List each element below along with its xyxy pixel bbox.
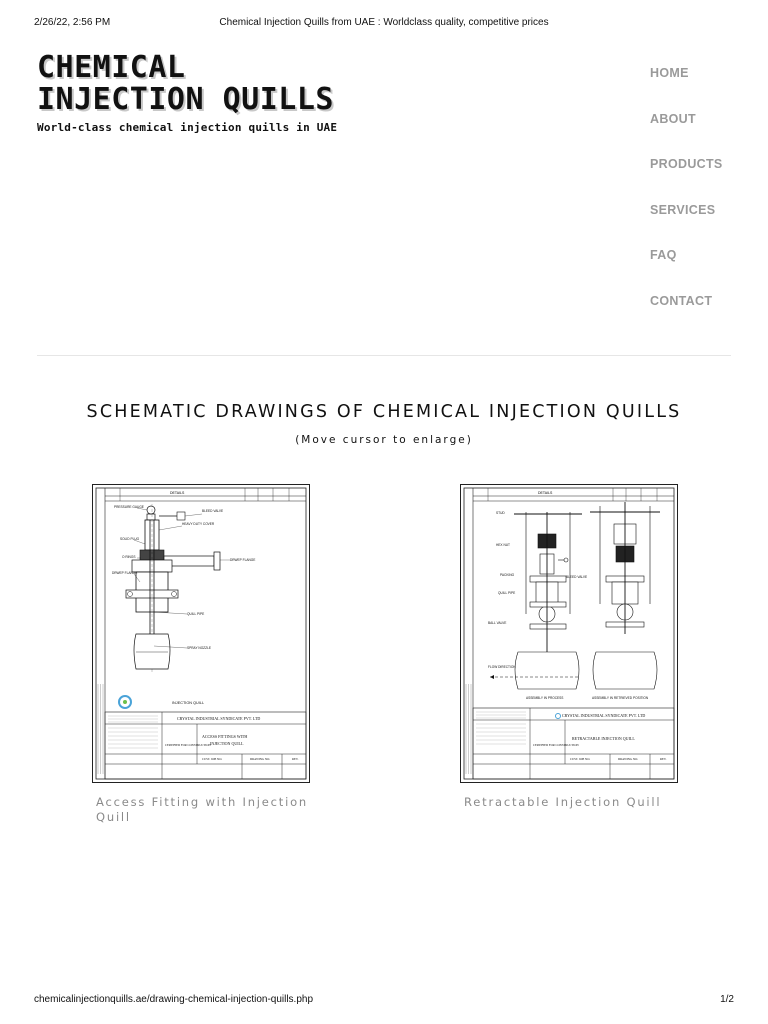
print-footer: [0, 994, 768, 1008]
label-packing: PACKING: [500, 573, 515, 577]
label-bleed-valve: BLEED VALVE: [566, 575, 588, 579]
title-block-manufacturer: CRYSTAL INDUSTRIAL SYNDICATE PVT. LTD: [177, 716, 261, 721]
caption-retractable-quill[interactable]: Retractable Injection Quill: [464, 795, 662, 809]
drawing-header-details: DETAILS: [538, 491, 553, 495]
brand-title-line2: INJECTION QUILLS: [37, 82, 334, 117]
drawing-retractable-quill[interactable]: [460, 484, 678, 783]
label-spray-nozzle: SPRAY NOZZLE: [187, 646, 211, 650]
print-page-title: Chemical Injection Quills from UAE : Worldclass quality, competitive prices: [219, 17, 549, 28]
label-o-rings: O RINGS: [122, 555, 136, 559]
brand-tagline: World-class chemical injection quills in UAE: [37, 121, 338, 134]
title-block-title-line1: RETRACTABLE INJECTION QUILL: [572, 736, 635, 741]
nav-contact-link[interactable]: CONTACT: [650, 293, 713, 308]
brand-title: [37, 52, 337, 116]
label-solid-plug: SOLID PLUG: [120, 537, 140, 541]
title-block-title-line2: INJECTION QUILL: [210, 741, 244, 746]
drawing-access-fitting[interactable]: [92, 484, 310, 783]
title-block-job-no: CUST. JOB NO.: [202, 757, 223, 761]
print-datetime: 2/26/22, 2:56 PM: [34, 17, 111, 28]
nav-about-link[interactable]: ABOUT: [650, 111, 696, 126]
nav-faq-link[interactable]: FAQ: [650, 248, 677, 263]
label-pressure-gauge: PRESSURE GAUGE: [114, 505, 144, 509]
label-flow-direction: FLOW DIRECTION: [488, 665, 516, 669]
title-block-rev: REV.: [660, 757, 667, 761]
title-block-title-line1: ACCESS FITTINGS WITH: [202, 734, 248, 739]
section-subtitle: (Move cursor to enlarge): [295, 434, 473, 446]
gallery-item-retractable-quill[interactable]: [460, 484, 678, 810]
print-header: [0, 17, 768, 31]
title-block-status: CERTIFIED FOR CONSTRUCTION: [165, 743, 211, 747]
nav-home-link[interactable]: HOME: [650, 66, 689, 80]
title-block-status: CERTIFIED FOR CONSTRUCTION: [533, 743, 579, 747]
view-label-in-process: ASSEMBLY IN PROCESS: [526, 696, 564, 700]
drawing-view-label: INJECTION QUILL: [172, 701, 205, 705]
section-title: SCHEMATIC DRAWINGS OF CHEMICAL INJECTION QUILLS: [86, 402, 682, 422]
title-block-manufacturer: CRYSTAL INDUSTRIAL SYNDICATE PVT. LTD: [562, 713, 646, 718]
drawing-header-details: DETAILS: [170, 491, 185, 495]
manufacturer-logo-icon: [556, 714, 561, 719]
print-page-number: 1/2: [720, 994, 734, 1005]
main-nav: [650, 66, 723, 340]
label-stud: STUD: [496, 511, 505, 515]
title-block-drawing-no: DRAWING NO.: [250, 757, 271, 761]
gallery-item-access-fitting[interactable]: [92, 484, 310, 825]
label-drwep-flange: DRWEP FLANGE: [112, 571, 138, 575]
nav-products-link[interactable]: PRODUCTS: [650, 157, 723, 172]
label-drwep-flange-right: DRWEP FLANGE: [230, 558, 256, 562]
label-quill-pipe: QUILL PIPE: [498, 591, 516, 595]
title-block-rev: REV.: [292, 757, 299, 761]
view-label-retrieved: ASSEMBLY IN RETRIEVED POSITION: [592, 696, 649, 700]
title-block-drawing-no: DRAWING NO.: [618, 757, 639, 761]
brand-title-line1: CHEMICAL: [37, 50, 186, 85]
label-ball-valve: BALL VALVE: [488, 621, 507, 625]
print-url: chemicalinjectionquills.ae/drawing-chemical-injection-quills.php: [34, 994, 314, 1005]
label-heavy-duty-cover: HEAVY DUTY COVER: [182, 522, 215, 526]
title-block-job-no: CUST. JOB NO.: [570, 757, 591, 761]
site-brand[interactable]: [37, 52, 337, 134]
caption-access-fitting[interactable]: Access Fitting with Injection Quill: [96, 795, 309, 824]
label-bleed-valve: BLEED VALVE: [202, 509, 224, 513]
nav-services-link[interactable]: SERVICES: [650, 202, 716, 217]
label-quill-pipe: QUILL PIPE: [187, 612, 205, 616]
label-hex-nut: HEX NUT: [496, 543, 510, 547]
header-divider: [37, 355, 731, 356]
